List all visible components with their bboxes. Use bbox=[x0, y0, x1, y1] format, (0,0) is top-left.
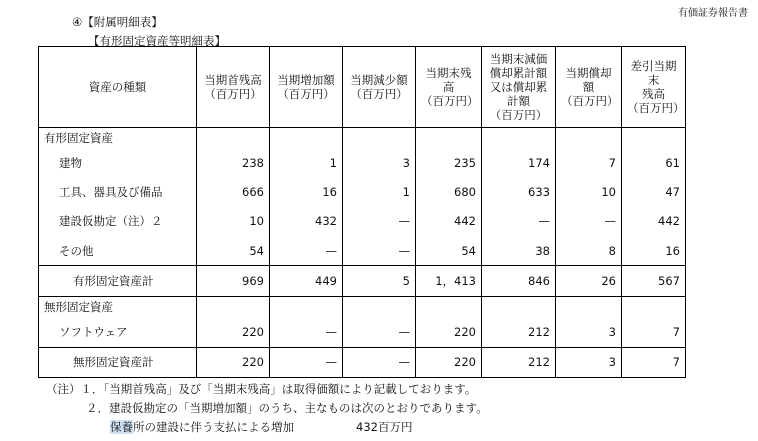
cell: 47 bbox=[622, 178, 686, 207]
cell: 7 bbox=[622, 317, 686, 347]
cell: 3 bbox=[343, 148, 416, 177]
cell: 8 bbox=[556, 236, 622, 266]
cell: 7 bbox=[556, 148, 622, 177]
cell: 1 bbox=[270, 148, 343, 177]
cell: — bbox=[556, 207, 622, 236]
cell: — bbox=[343, 347, 416, 378]
col-header-closing-balance: 当期末残高 （百万円） bbox=[416, 47, 482, 128]
row-label: 建物 bbox=[39, 148, 197, 177]
cell: 442 bbox=[416, 207, 482, 236]
total-row-tangible bbox=[39, 266, 686, 296]
cell: 10 bbox=[197, 207, 270, 236]
note-line-1: （注）１．「当期首残高」及び「当期末残高」は取得価額により記載しております。 bbox=[46, 382, 477, 396]
cell: 666 bbox=[197, 178, 270, 207]
document-type-label: 有価証券報告書 bbox=[678, 8, 748, 19]
table-row bbox=[39, 207, 686, 236]
cell: 235 bbox=[416, 148, 482, 177]
cell: 449 bbox=[270, 266, 343, 296]
col-header-asset-type: 資産の種類 bbox=[39, 47, 197, 128]
col-header-decrease: 当期減少額 （百万円） bbox=[343, 47, 416, 128]
category-row-intangible bbox=[39, 296, 686, 317]
category-row-tangible bbox=[39, 128, 686, 149]
cell: 220 bbox=[416, 347, 482, 378]
cell: 7 bbox=[622, 347, 686, 378]
cell: — bbox=[482, 207, 556, 236]
note-line-2: ２．建設仮勘定の「当期増加額」のうち、主なものは次のとおりであります。 bbox=[86, 401, 488, 415]
row-label: 建設仮勘定（注）２ bbox=[39, 207, 197, 236]
table-row bbox=[39, 148, 686, 177]
col-header-opening-balance: 当期首残高 （百万円） bbox=[197, 47, 270, 128]
cell: — bbox=[343, 236, 416, 266]
row-label: 無形固定資産計 bbox=[39, 347, 197, 378]
cell: 969 bbox=[197, 266, 270, 296]
note-line-3-text: 所の建設に伴う支払による増加 bbox=[133, 420, 294, 434]
cell: 220 bbox=[197, 347, 270, 378]
cell: 220 bbox=[416, 317, 482, 347]
table-title: 【有形固定資産等明細表】 bbox=[88, 34, 226, 48]
cell: 212 bbox=[482, 347, 556, 378]
cell: — bbox=[270, 236, 343, 266]
table-row bbox=[39, 236, 686, 266]
cell: 680 bbox=[416, 178, 482, 207]
note-amount: 432百万円 bbox=[356, 420, 413, 434]
cell: 220 bbox=[197, 317, 270, 347]
col-header-depreciation: 当期償却額 （百万円） bbox=[556, 47, 622, 128]
cell: 442 bbox=[622, 207, 686, 236]
table-row bbox=[39, 178, 686, 207]
col-header-net-balance: 差引当期末 残高 （百万円） bbox=[622, 47, 686, 128]
cell: 61 bbox=[622, 148, 686, 177]
cell: 26 bbox=[556, 266, 622, 296]
cell: 1 bbox=[343, 178, 416, 207]
cell: — bbox=[270, 317, 343, 347]
cell: — bbox=[343, 317, 416, 347]
cell: 3 bbox=[556, 317, 622, 347]
table-row bbox=[39, 317, 686, 347]
cell: 238 bbox=[197, 148, 270, 177]
row-label: その他 bbox=[39, 236, 197, 266]
cell: 38 bbox=[482, 236, 556, 266]
cell: 54 bbox=[416, 236, 482, 266]
col-header-increase: 当期増加額 （百万円） bbox=[270, 47, 343, 128]
cell: 5 bbox=[343, 266, 416, 296]
row-label: 工具、器具及び備品 bbox=[39, 178, 197, 207]
cell: 3 bbox=[556, 347, 622, 378]
cell: — bbox=[270, 347, 343, 378]
section-title: ④【附属明細表】 bbox=[72, 15, 163, 29]
footnotes bbox=[46, 380, 488, 437]
cell: 174 bbox=[482, 148, 556, 177]
cell: 567 bbox=[622, 266, 686, 296]
cell: 16 bbox=[622, 236, 686, 266]
table-header-row bbox=[39, 47, 686, 128]
col-header-accumulated-depreciation: 当期末減価 償却累計額 又は償却累 計額 （百万円） bbox=[482, 47, 556, 128]
cell: — bbox=[343, 207, 416, 236]
cell: 1，413 bbox=[416, 266, 482, 296]
highlighted-text: 保養 bbox=[110, 420, 133, 434]
total-row-intangible bbox=[39, 347, 686, 378]
note-line-3 bbox=[46, 418, 488, 437]
cell: 846 bbox=[482, 266, 556, 296]
cell: 16 bbox=[270, 178, 343, 207]
asset-detail-table bbox=[38, 46, 686, 378]
cell: 212 bbox=[482, 317, 556, 347]
row-label: ソフトウェア bbox=[39, 317, 197, 347]
category-label: 有形固定資産 bbox=[39, 128, 197, 149]
cell: 432 bbox=[270, 207, 343, 236]
category-label: 無形固定資産 bbox=[39, 296, 197, 317]
row-label: 有形固定資産計 bbox=[39, 266, 197, 296]
cell: 633 bbox=[482, 178, 556, 207]
cell: 54 bbox=[197, 236, 270, 266]
cell: 10 bbox=[556, 178, 622, 207]
